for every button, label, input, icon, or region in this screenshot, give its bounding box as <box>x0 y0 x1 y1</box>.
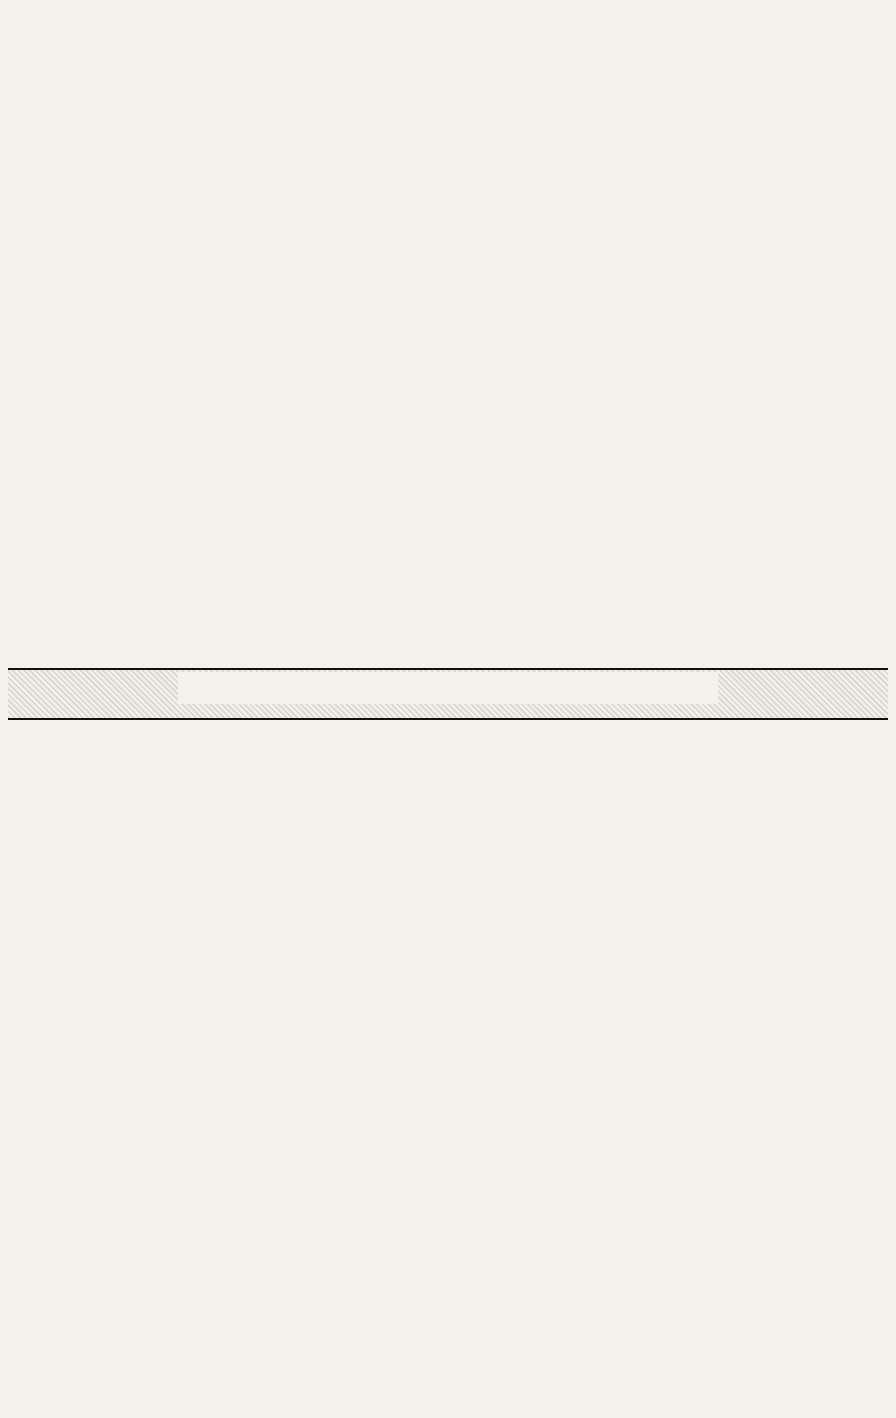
masthead <box>8 4 888 16</box>
service-guide-section <box>8 722 888 1412</box>
help-wanted-section <box>8 18 888 663</box>
home-service-guide-banner <box>8 668 888 720</box>
banner-title <box>178 672 718 704</box>
